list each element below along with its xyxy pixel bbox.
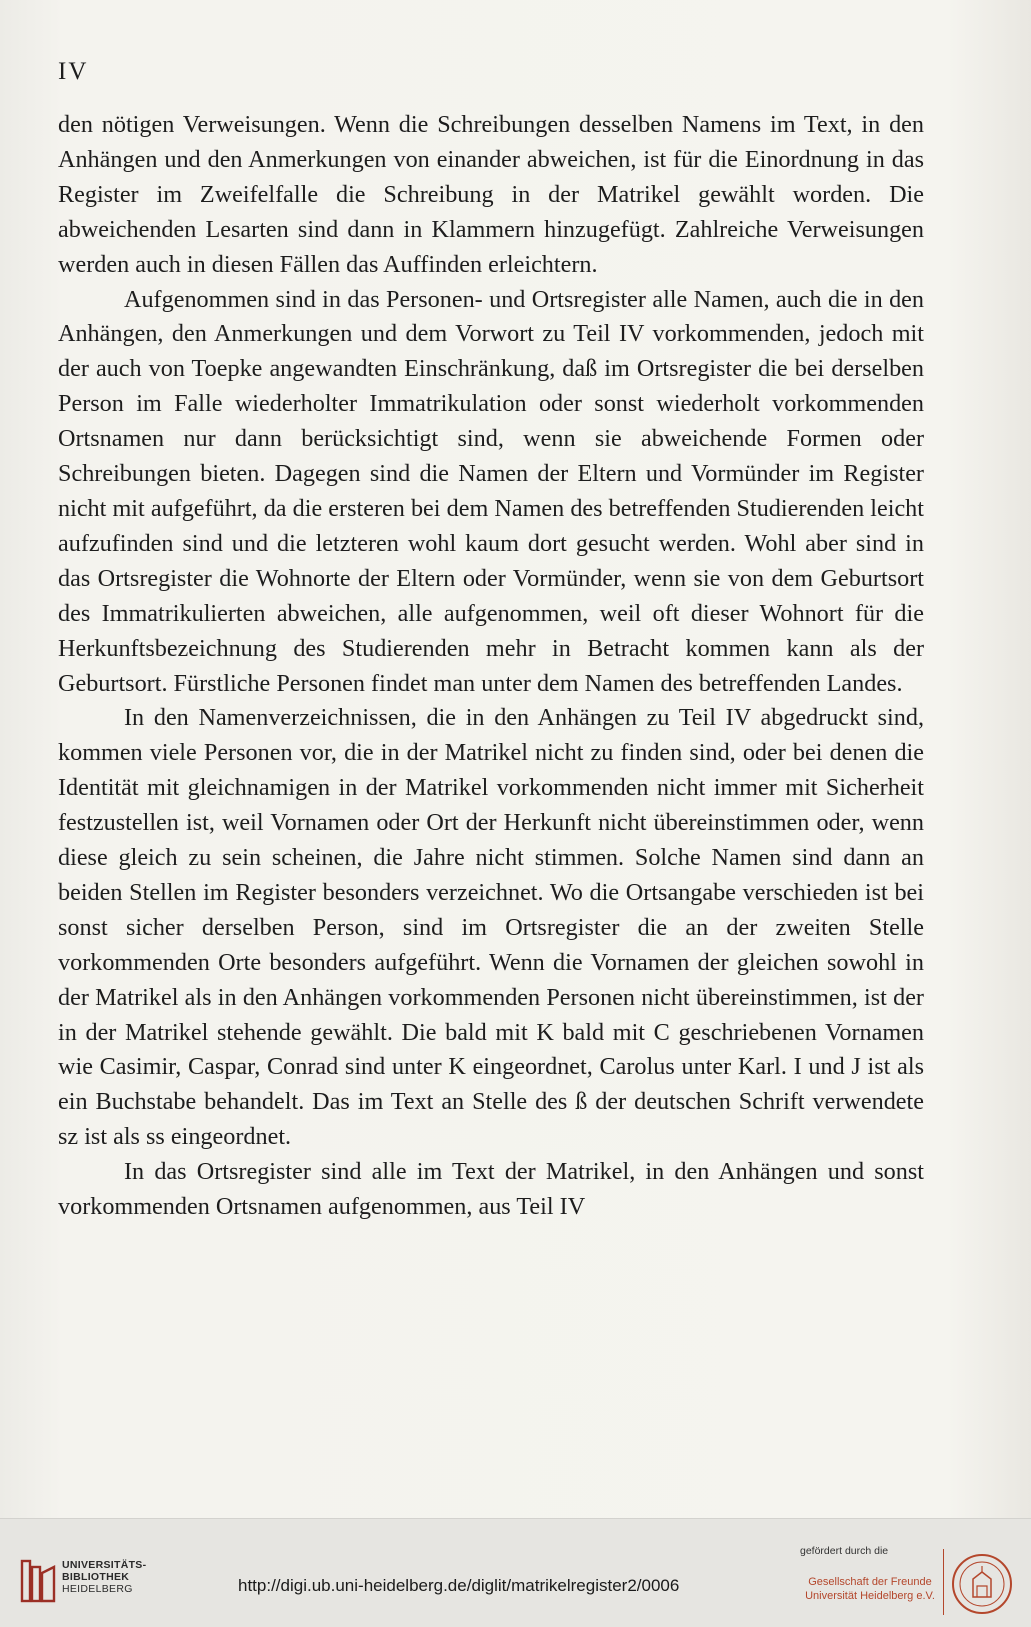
library-name-line-3: HEIDELBERG — [62, 1583, 133, 1595]
library-name-line-1: UNIVERSITÄTS- — [62, 1559, 147, 1571]
sponsor-caption: gefördert durch die — [800, 1545, 889, 1557]
library-logo-icon — [20, 1559, 58, 1603]
body-text — [58, 108, 924, 1225]
library-name — [62, 1559, 146, 1595]
page-number: IV — [58, 58, 89, 85]
document-url-link[interactable]: http://digi.ub.uni-heidelberg.de/diglit/matrikelregister2/0006 — [238, 1576, 680, 1595]
sponsor-name-line-2: Universität Heidelberg e.V. — [805, 1590, 935, 1602]
paragraph-4: In das Ortsregister sind alle im Text der Matrikel, in den Anhängen und sonst vorkommenden Ortsnamen aufgenommen, aus Teil IV — [58, 1158, 924, 1221]
sponsor-divider — [943, 1549, 944, 1615]
library-name-line-2: BIBLIOTHEK — [62, 1571, 130, 1583]
footer-bar — [0, 1518, 1031, 1627]
paragraph-3: In den Namenverzeichnissen, die in den Anhängen zu Teil IV abgedruckt sind, kommen viele Personen vor, die in der Matrikel nicht zu finden sind, oder bei denen die Identität mit gleichnamigen in der Matrikel vorkommenden nicht immer mit Sicherheit festzustellen ist, weil Vornamen oder Ort der Herkunft nicht übereinstimmen oder, wenn diese gleich zu sein scheinen, die Jahre nicht stimmen. Solche Namen sind dann an beiden Stellen im Register besonders verzeichnet. Wo die Ortsangabe verschieden ist bei sonst sicher derselben Person, sind im Ortsregister die an der zweiten Stelle vorkommenden Orte besonders aufgeführt. Wenn die Vornamen der gleichen sowohl in der Matrikel als in den Anhängen vorkommenden Personen nicht übereinstimmen, ist der in der Matrikel stehende gewählt. Die bald mit K bald mit C geschriebenen Vornamen wie Casimir, Caspar, Conrad sind unter K eingeordnet, Carolus unter Karl. I und J ist als ein Buchstabe behandelt. Das im Text an Stelle des ß der deutschen Schrift verwendete sz ist als ss eingeordnet. — [58, 704, 924, 1151]
paragraph-2: Aufgenommen sind in das Personen- und Ortsregister alle Namen, auch die in den Anhängen, den Anmerkungen und dem Vorwort zu Teil IV vorkommenden, jedoch mit der auch von Toepke angewandten Einschränkung, daß im Ortsregister die bei derselben Person im Falle wiederholter Immatrikulation oder sonst wiederholt vorkommenden Ortsnamen nur dann berücksichtigt sind, wenn sie abweichende Formen oder Schreibungen bieten. Dagegen sind die Namen der Eltern und Vormünder im Register nicht mit aufgeführt, da die ersteren bei dem Namen des betreffenden Studierenden leicht aufzufinden sind und die letzteren wohl kaum dort gesucht werden. Wohl aber sind in das Ortsregister die Wohnorte der Eltern oder Vormünder, wenn sie von dem Geburtsort des Immatrikulierten abweichen, alle aufgenommen, weil oft dieser Wohnort für die Herkunftsbezeichnung des Studierenden mehr in Betracht kommen kann als der Geburtsort. Fürstliche Personen findet man unter dem Namen des betreffenden Landes. — [58, 285, 924, 697]
sponsor-name-line-1: Gesellschaft der Freunde — [808, 1576, 932, 1588]
sponsor-name — [800, 1575, 940, 1603]
paragraph-1: den nötigen Verweisungen. Wenn die Schreibungen desselben Namens im Text, in den Anhängen und den Anmerkungen von einander abweichen, ist für die Einordnung in das Register im Zweifelfalle die Schreibung in der Matrikel gewählt worden. Die abweichenden Lesarten sind dann in Klammern hinzugefügt. Zahlreiche Verweisungen werden auch in diesen Fällen das Auffinden erleichtern. — [58, 111, 924, 278]
university-seal-icon — [951, 1553, 1013, 1615]
